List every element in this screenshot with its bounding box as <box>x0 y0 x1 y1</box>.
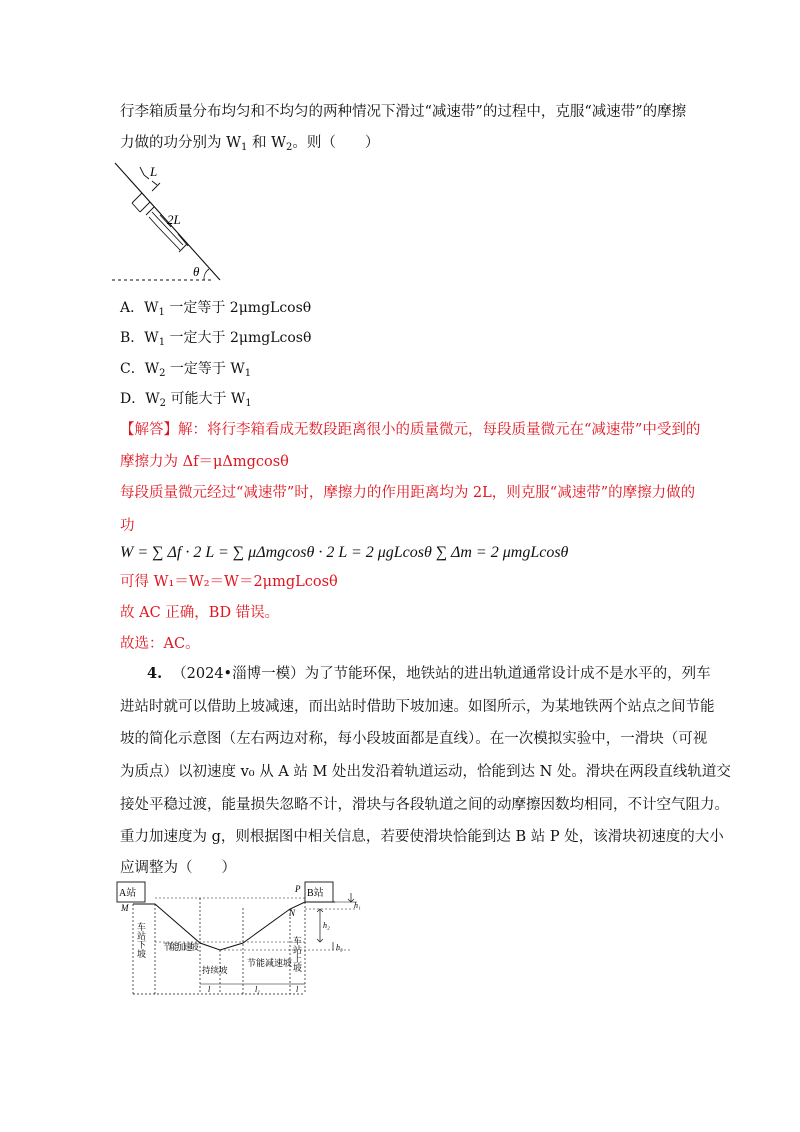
segment-right-label: 车站上坡 <box>292 936 302 972</box>
question4-line-7: 应调整为（ ） <box>120 860 236 876</box>
answer-line-3: 每段质量微元经过“减速带”时，摩擦力的作用距离均为 2L，则克服“减速带”的摩擦力做的 <box>120 485 696 501</box>
question4-line-2: 进站时就可以借助上坡减速，而出站时借助下坡加速。如图所示，为某地铁两个站点之间节能 <box>120 699 715 715</box>
label-h3: h₃ <box>336 943 343 952</box>
label-l1: l₁ <box>255 985 261 994</box>
question4-line-3: 坡的简化示意图（左右两边对称，每小段坡面都是直线）。在一次模拟实验中，一滑块（可视 <box>120 731 708 747</box>
label-theta: θ <box>193 264 200 279</box>
option-d: D．$W_2$ 可能大于 $W_1$ <box>120 391 252 409</box>
question4-line-5: 接处平稳过渡，能量损失忽略不计，滑块与各段轨道之间的动摩擦因数均相同，不计空气阻力。 <box>120 797 729 813</box>
station-b-label: B站 <box>307 888 324 899</box>
answer-formula: W = ∑ Δf · 2 L = ∑ μΔmgcosθ · 2 L = 2 μgLcosθ ∑ Δm = 2 μmgLcosθ <box>120 544 569 561</box>
label-2l: 2L <box>167 212 181 227</box>
label-l-right: l <box>296 985 299 994</box>
answer-line-4: 功 <box>120 518 135 534</box>
question4-line-1: 4. （2024•淄博一模）为了节能环保，地铁站的进出轨道通常设计成不是水平的，列车 <box>147 665 711 682</box>
question4-number: 4. <box>147 665 163 682</box>
answer-line-1: 【解答】解：将行李箱看成无数段距离很小的质量微元，每段质量微元在“减速带”中受到的 <box>120 422 701 438</box>
label-n: N <box>289 908 296 918</box>
station-a-label: A站 <box>119 888 137 899</box>
label-l: L <box>150 164 158 179</box>
segment-decel-label: 节能减速坡 <box>247 958 293 968</box>
intro-line-2: 力做的功分别为 $W_1$ 和 $W_2$。则（ ） <box>120 135 380 153</box>
segment-accel-label: 节能加速坡 <box>163 942 199 952</box>
label-h2: h₂ <box>323 921 330 930</box>
answer-line-6: 故 AC 正确，BD 错误。 <box>120 605 280 621</box>
incline-figure <box>112 160 232 285</box>
intro-line-1: 行李箱质量分布均匀和不均匀的两种情况下滑过“减速带”的过程中，克服“减速带”的摩擦 <box>120 104 687 120</box>
answer-line-7: 故选：AC。 <box>120 636 200 652</box>
label-l-sustain: l <box>208 985 211 994</box>
option-b: B．$W_1$ 一定大于 2μmgLcosθ <box>120 330 312 348</box>
slope-diagram <box>115 878 365 998</box>
answer-line-5: 可得 W₁＝W₂＝W＝2μmgLcosθ <box>120 574 338 590</box>
answer-line-2: 摩擦力为 Δf＝μΔmgcosθ <box>120 454 289 470</box>
label-h1: h₁ <box>354 901 361 910</box>
question4-line-4: 为质点）以初速度 v₀ 从 A 站 M 处出发沿着轨道运动，恰能到达 N 处。滑块在两段直线轨道交 <box>120 764 731 780</box>
segment-left-label: 车站下坡 <box>136 922 146 958</box>
answer-tag: 【解答】 <box>120 422 178 438</box>
label-p: P <box>295 884 301 894</box>
option-a: A．$W_1$ 一定等于 2μmgLcosθ <box>120 300 312 318</box>
question4-line-6: 重力加速度为 g，则根据图中相关信息，若要使滑块恰能到达 B 站 P 处，该滑块初速度的大小 <box>120 829 724 845</box>
label-m: M <box>121 903 129 913</box>
segment-sustain-label: 持续坡 <box>202 965 228 975</box>
option-c: C．$W_2$ 一定等于 $W_1$ <box>120 361 252 379</box>
